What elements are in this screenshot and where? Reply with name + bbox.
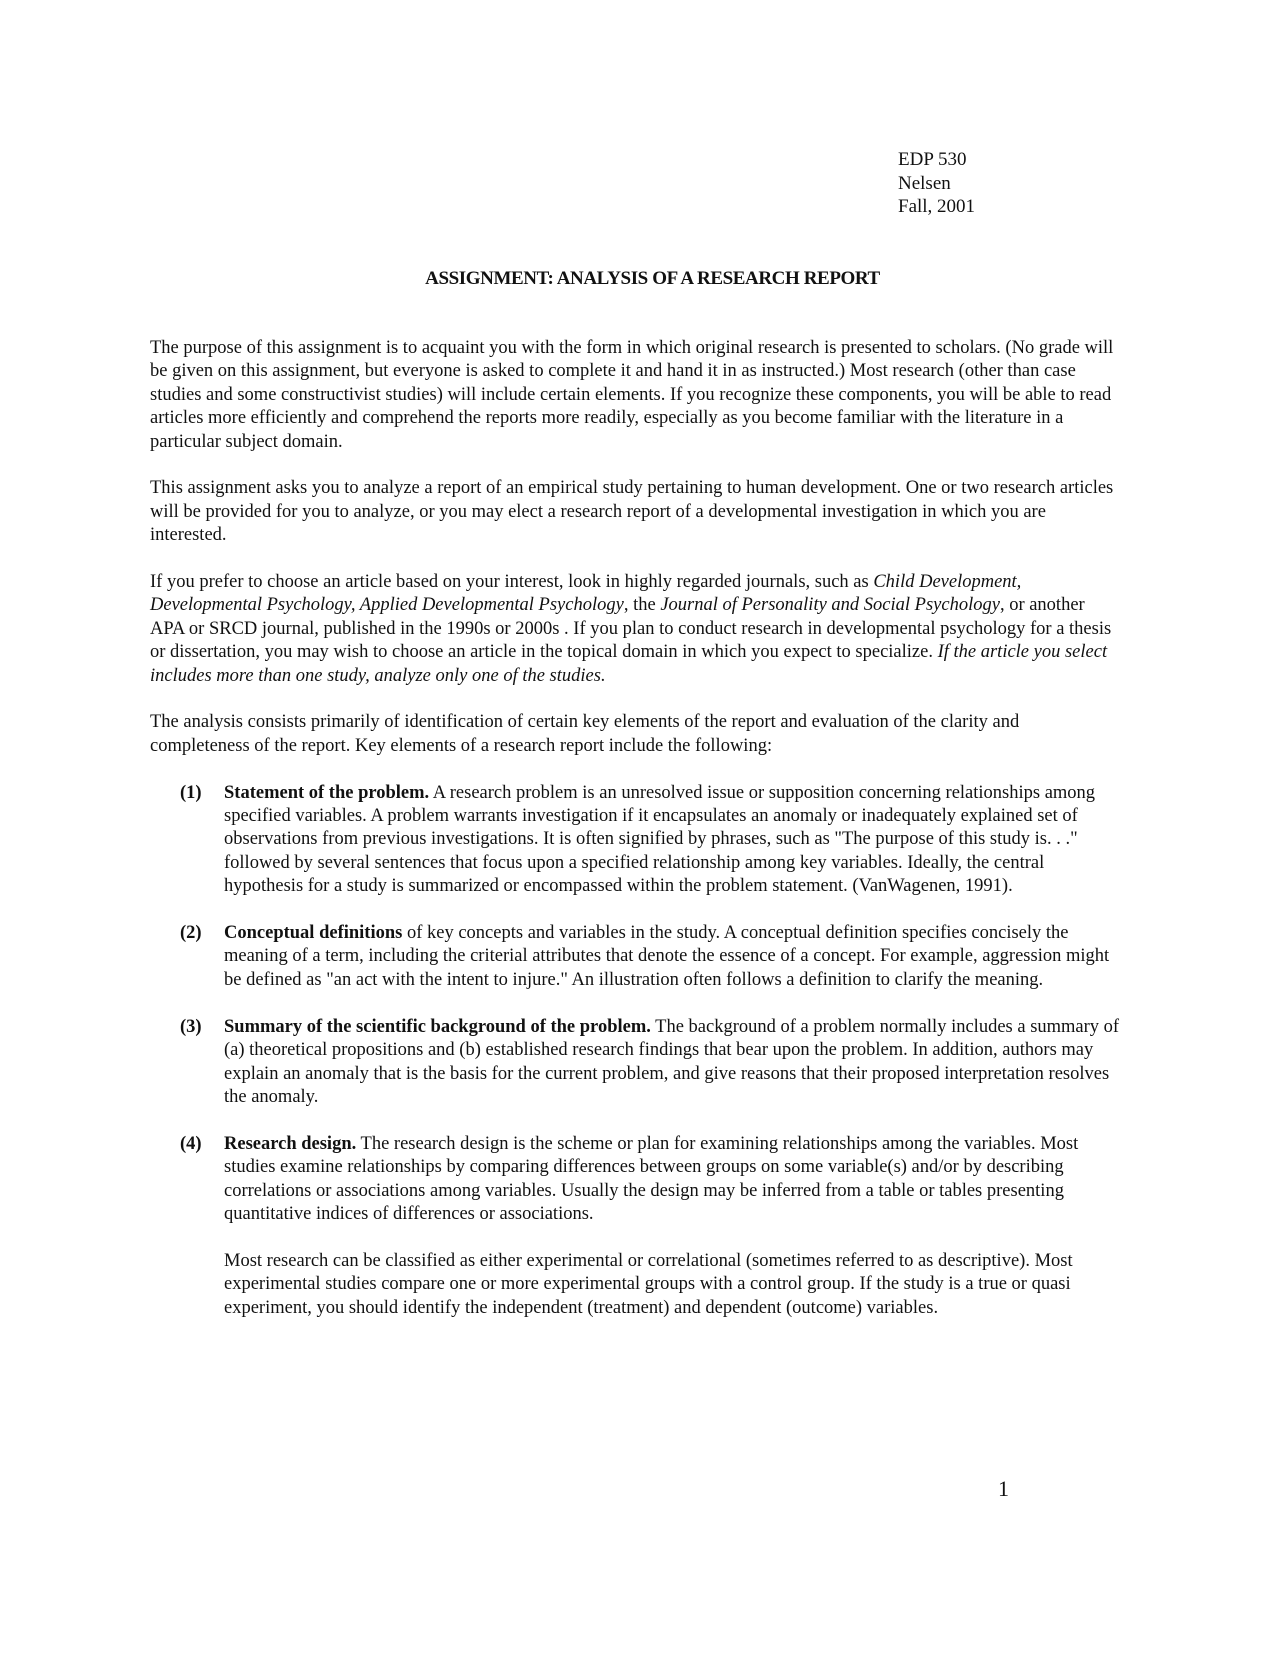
course-header xyxy=(898,148,975,219)
list-item-text: of key concepts and variables in the study. A conceptual definition specifies concisely the meaning of a term, including the criterial attributes that denote the essence of a concept. For example, aggression might be defined as "an act with the intent to injure." An illustration often follows a definition to clarify the meaning. xyxy=(224,923,1110,990)
list-item-text: A research problem is an unresolved issue or supposition concerning relationships among specified variables. A problem warrants investigation if it encapsulates an anomaly or inadequately explained set of observations from previous investigations. It is often signified by phrases, such as "The purpose of this study is. . ." followed by several sentences that focus upon a specified relationship among key variables. Ideally, the central hypothesis for a study is summarized or encompassed within the problem statement. (VanWagenen, 1991). xyxy=(224,782,1096,897)
list-item-number: (3) xyxy=(180,1016,202,1037)
list-item xyxy=(150,922,1122,992)
list-item-number: (4) xyxy=(180,1133,202,1154)
journal-list-2: Journal of Personality and Social Psychology xyxy=(660,595,1000,616)
journal-list-1: Child Development, Developmental Psychology, Applied Developmental Psychology xyxy=(150,572,1022,616)
list-item xyxy=(150,1133,1122,1227)
list-item-number: (2) xyxy=(180,923,202,944)
list-item-heading: Summary of the scientific background of the problem. xyxy=(224,1016,651,1037)
list-item-continuation: Most research can be classified as either experimental or correlational (sometimes referred to as descriptive). Most experimental studies compare one or more experimental groups with a control group. If the study is a true or quasi experiment, you should identify the independent (treatment) and dependent (outcome) variables. xyxy=(224,1250,1073,1318)
list-item-heading: Statement of the problem. xyxy=(224,782,430,803)
paragraph-analysis: The analysis consists primarily of identification of certain key elements of the report and evaluation of the clarity and completeness of the report. Key elements of a research report include the following: xyxy=(150,712,1020,756)
choose-text-after: , or another APA or SRCD journal, published in the 1990s or 2000s . If you plan to conduct research in developmental psychology for a thesis or dissertation, you may wish to choose an article in the topical domain in which you expect to specialize. xyxy=(150,595,1112,663)
term: Fall, 2001 xyxy=(898,196,976,217)
course-code: EDP 530 xyxy=(898,149,967,170)
paragraph-purpose: The purpose of this assignment is to acquaint you with the form in which original research is presented to scholars. (No grade will be given on this assignment, but everyone is asked to complete it and hand it in as instructed.) Most research (other than case studies and some constructivist studies) will include certain elements. If you recognize these components, you will be able to read articles more efficiently and comprehend the reports more readily, especially as you become familiar with the literature in a particular subject domain. xyxy=(150,338,1114,452)
choose-text-the: , the xyxy=(623,595,661,616)
choose-text-italic-note: If the article you select includes more than one study, analyze only one of the studies. xyxy=(150,642,1108,686)
list-item-heading: Research design. xyxy=(224,1133,357,1154)
paragraph-choose-article xyxy=(150,571,1122,688)
page-number: 1 xyxy=(998,1476,1009,1501)
list-item xyxy=(150,782,1122,899)
list-item xyxy=(150,1016,1122,1110)
list-item-number: (1) xyxy=(180,782,202,803)
key-elements-list xyxy=(150,782,1122,1320)
list-item-text: The research design is the scheme or plan for examining relationships among the variables. Most studies examine relationships by comparing differences between groups on some variable(s) and/or by describing correlations or associations among variables. Usually the design may be inferred from a table or tables presenting quantitative indices of differences or associations. xyxy=(224,1133,1079,1224)
list-item-text: The background of a problem normally includes a summary of (a) theoretical propositions and (b) established research findings that bear upon the problem. In addition, authors may explain an anomaly that is the basis for the current problem, and give reasons that their proposed interpretation resolves the anomaly. xyxy=(224,1016,1120,1107)
paragraph-analyze: This assignment asks you to analyze a report of an empirical study pertaining to human development. One or two research articles will be provided for you to analyze, or you may elect a research report of a developmental investigation in which you are interested. xyxy=(150,478,1114,546)
list-item-heading: Conceptual definitions xyxy=(224,923,403,944)
choose-text-before: If you prefer to choose an article based on your interest, look in highly regarded journals, such as xyxy=(150,572,874,593)
instructor-name: Nelsen xyxy=(898,172,951,194)
document-body xyxy=(150,337,1122,1343)
document-title: ASSIGNMENT: ANALYSIS OF A RESEARCH REPORT xyxy=(425,268,880,289)
